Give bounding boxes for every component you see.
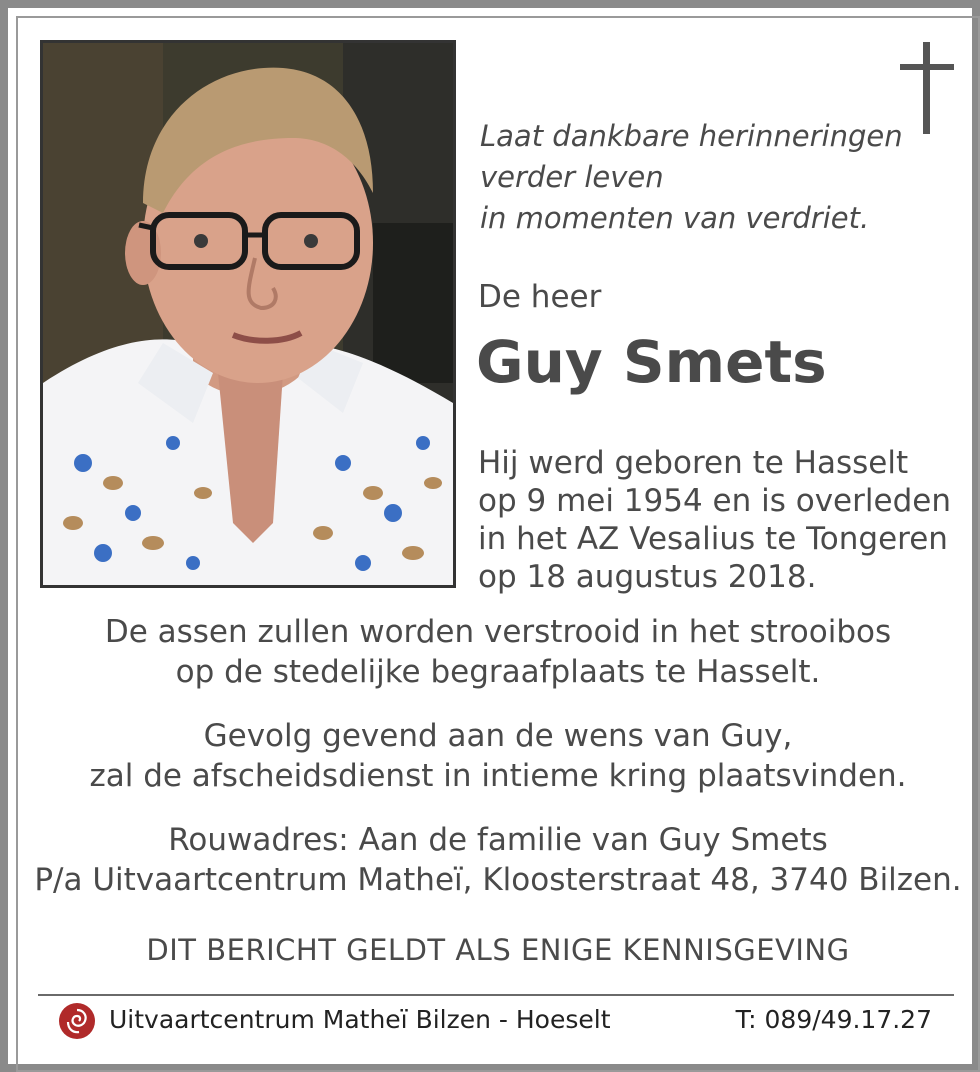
phone-number: T: 089/49.17.27	[735, 1005, 932, 1034]
poem-line: verder leven	[480, 160, 664, 194]
portrait-photo	[40, 40, 456, 588]
biography-line: op 18 augustus 2018.	[478, 559, 817, 595]
poem-line: Laat dankbare herinneringen	[480, 119, 903, 153]
address-line: Rouwadres: Aan de familie van Guy Smets	[168, 822, 828, 858]
ashes-line: op de stedelijke begraafplaats te Hasselt.	[175, 654, 821, 690]
footer-divider	[38, 994, 954, 996]
wish-text	[28, 716, 968, 796]
funeral-home-name: Uitvaartcentrum Matheï Bilzen - Hoeselt	[109, 1005, 611, 1034]
address-line: P/a Uitvaartcentrum Matheï, Kloosterstraat 48, 3740 Bilzen.	[34, 862, 962, 898]
deceased-name: Guy Smets	[476, 328, 827, 396]
salutation: De heer	[478, 279, 602, 315]
poem-line: in momenten van verdriet.	[480, 201, 870, 235]
ashes-line: De assen zullen worden verstrooid in het strooibos	[104, 614, 892, 650]
official-notice: DIT BERICHT GELDT ALS ENIGE KENNISGEVING	[146, 933, 850, 967]
biography-line: Hij werd geboren te Hasselt	[478, 445, 909, 481]
wish-line: Gevolg gevend aan de wens van Guy,	[203, 718, 793, 754]
wish-line: zal de afscheidsdienst in intieme kring plaatsvinden.	[89, 758, 907, 794]
portrait-illustration	[43, 43, 453, 585]
biography	[478, 444, 951, 596]
poem	[480, 116, 950, 239]
rose-logo-icon	[58, 1002, 96, 1040]
ashes-text	[28, 612, 968, 692]
mourning-address	[28, 820, 968, 900]
biography-line: in het AZ Vesalius te Tongeren	[478, 521, 948, 557]
biography-line: op 9 mei 1954 en is overleden	[478, 483, 951, 519]
